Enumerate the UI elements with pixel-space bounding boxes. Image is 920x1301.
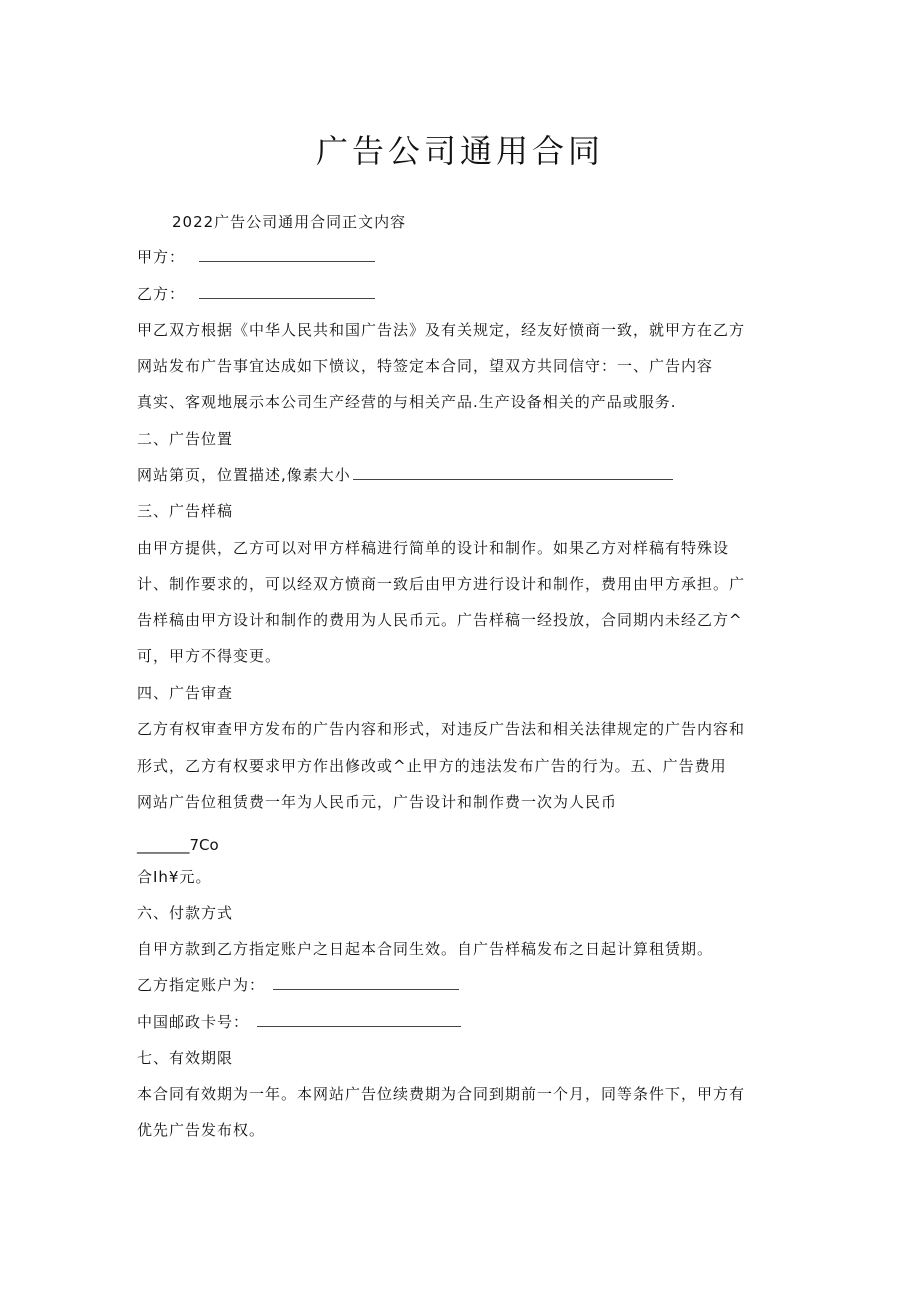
- postal-blank: [257, 1012, 461, 1027]
- party-b-row: [137, 283, 375, 305]
- section-2-text: 网站第页，位置描述,像素大小: [137, 466, 351, 484]
- para1-line-2: 网站发布广告事宜达成如下愤议，特签定本合同，望双方共同信守：一、广告内容: [137, 357, 714, 375]
- section-6-line: 自甲方款到乙方指定账户之日起本合同生效。自广告样稿发布之日起计算租赁期。: [137, 940, 714, 958]
- party-a-blank: [199, 247, 375, 262]
- section-2-heading: 二、广告位置: [137, 430, 234, 448]
- party-a-row: [137, 246, 375, 268]
- party-b-blank: [199, 284, 375, 299]
- section-3-line-2: 计、制作要求的，可以经双方愤商一致后由甲方进行设计和制作，费用由甲方承担。广: [137, 575, 746, 593]
- account-row: [137, 974, 459, 996]
- para1-line-1: 甲乙双方根据《中华人民共和国广告法》及有关规定，经友好愤商一致，就甲方在乙方: [137, 321, 746, 339]
- document-title: 广告公司通用合同: [315, 132, 604, 170]
- party-b-label: 乙方：: [137, 285, 186, 303]
- total-line: 合Ih¥元。: [137, 868, 212, 886]
- account-blank: [273, 975, 459, 990]
- section-3-line-1: 由甲方提供，乙方可以对甲方样稿进行简单的设计和制作。如果乙方对样稿有特殊设: [137, 539, 730, 557]
- fee-line: _______7Co: [137, 836, 219, 854]
- subtitle: 2022广告公司通用合同正文内容: [172, 213, 407, 231]
- postal-row: [137, 1011, 461, 1033]
- party-a-label: 甲方：: [137, 248, 186, 266]
- pixel-size-blank: [353, 465, 673, 480]
- section-7-line-2: 优先广告发布权。: [137, 1121, 266, 1139]
- section-3-heading: 三、广告样稿: [137, 502, 234, 520]
- para1-line-3: 真实、客观地展示本公司生产经营的与相关产品.生产设备相关的产品或服务.: [137, 393, 677, 411]
- section-3-line-4: 可，甲方不得变更。: [137, 647, 282, 665]
- section-7-heading: 七、有效期限: [137, 1049, 234, 1067]
- section-4-heading: 四、广告审查: [137, 684, 234, 702]
- section-4-line-3: 网站广告位租赁费一年为人民币元，广告设计和制作费一次为人民币: [137, 793, 618, 811]
- section-2-row: [137, 464, 673, 486]
- section-3-line-3: 告样稿由甲方设计和制作的费用为人民币元。广告样稿一经投放，合同期内未经乙方^: [137, 611, 743, 629]
- section-6-heading: 六、付款方式: [137, 904, 234, 922]
- account-label: 乙方指定账户为：: [137, 976, 266, 994]
- section-7-line-1: 本合同有效期为一年。本网站广告位续费期为合同到期前一个月，同等条件下，甲方有: [137, 1085, 746, 1103]
- section-4-line-2: 形式，乙方有权要求甲方作出修改或^止甲方的违法发布广告的行为。五、广告费用: [137, 757, 727, 775]
- postal-label: 中国邮政卡号：: [137, 1013, 250, 1031]
- section-4-line-1: 乙方有权审查甲方发布的广告内容和形式，对违反广告法和相关法律规定的广告内容和: [137, 720, 746, 738]
